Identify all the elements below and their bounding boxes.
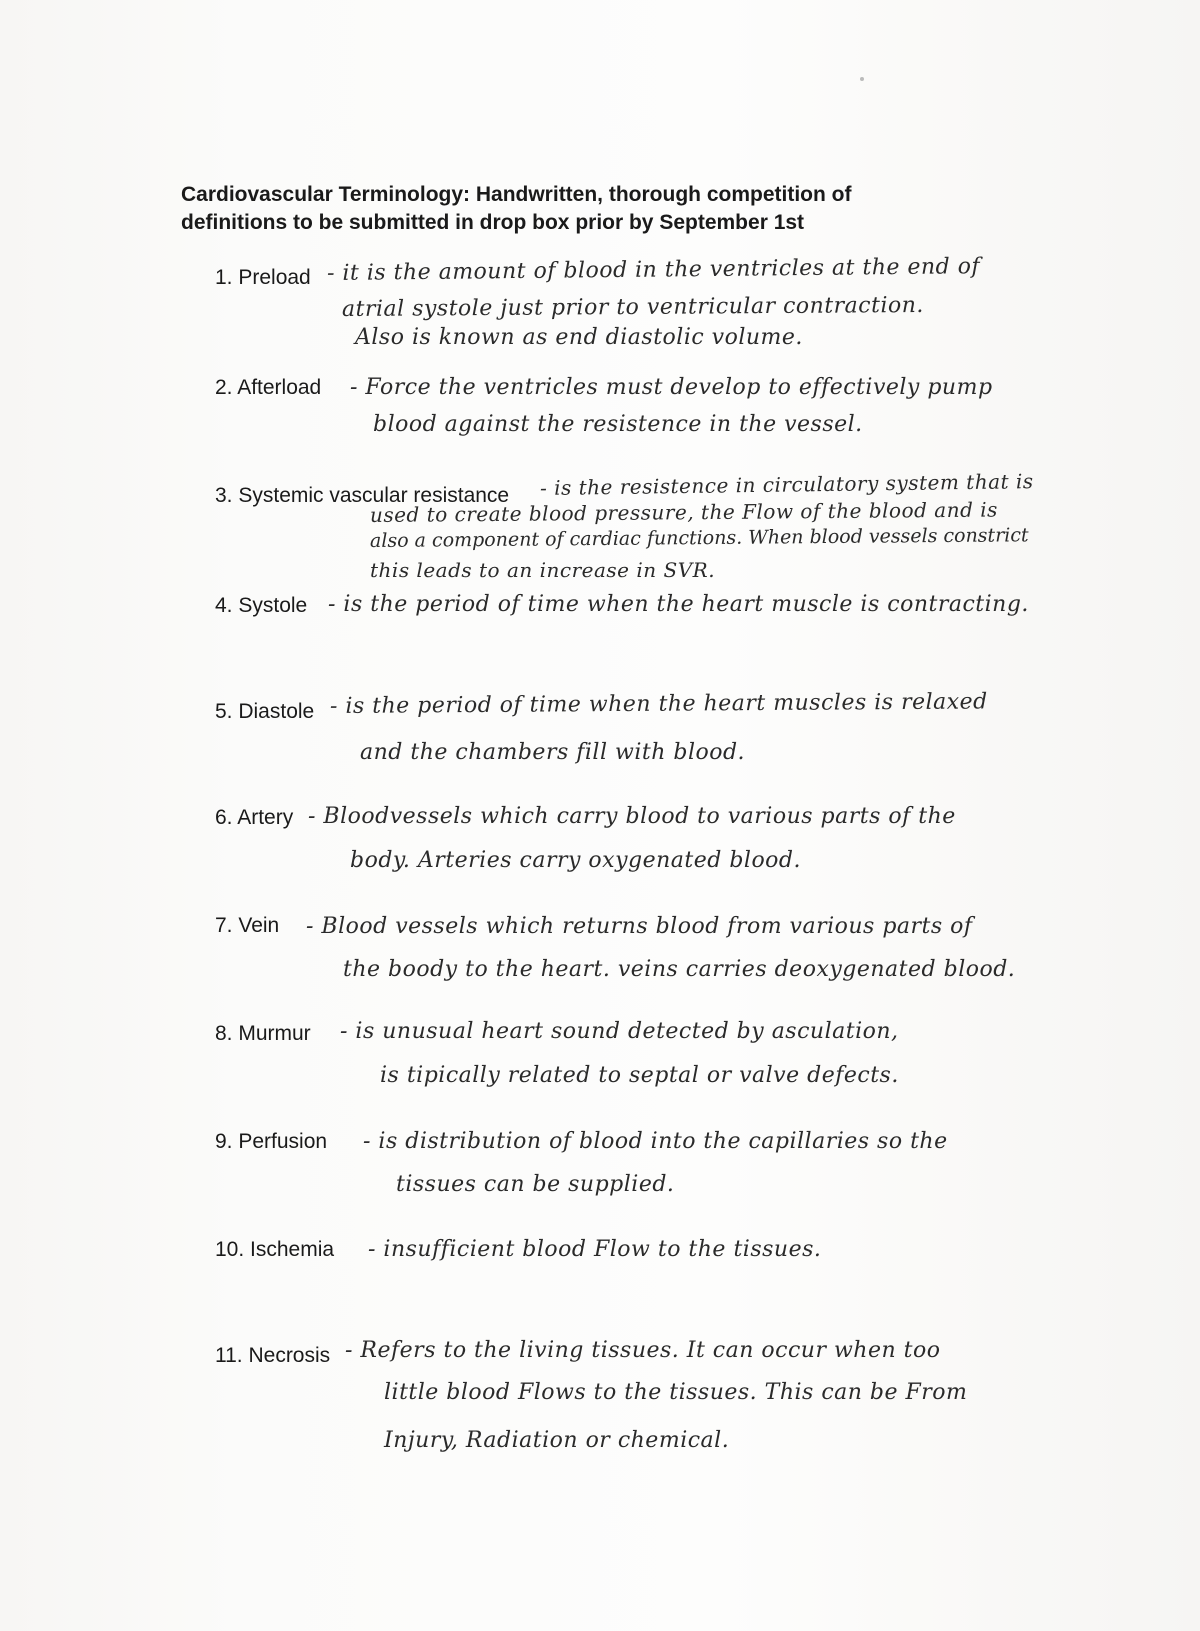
definition-line: the boody to the heart. veins carries deoxygenated blood. [343,957,1016,982]
term-label: 2. Afterload [215,376,322,399]
definition-line: also a component of cardiac functions. When blood vessels constrict [369,524,1029,552]
definition-line: atrial systole just prior to ventricular contraction. [341,292,924,322]
title-line-2: definitions to be submitted in drop box prior by September 1st [181,211,805,234]
term-label: 11. Necrosis [215,1344,331,1367]
term-label: 7. Vein [215,914,280,937]
definition-line: blood against the resistence in the vessel. [373,412,863,437]
term-label: 10. Ischemia [215,1238,335,1261]
definition-line: - Bloodvessels which carry blood to various parts of the [308,804,956,829]
definition-line: - Refers to the living tissues. It can occur when too [345,1338,941,1363]
definition-line: - is the period of time when the heart muscle is contracting. [328,592,1029,617]
definition-line: tissues can be supplied. [396,1172,675,1197]
term-label: 3. Systemic vascular resistance [215,484,510,507]
title-line-1: Cardiovascular Terminology: Handwritten, thorough competition of [181,183,852,206]
definition-line: used to create blood pressure, the Flow of the blood and is [369,497,998,527]
definition-line: and the chambers fill with blood. [360,740,746,765]
definition-line: - is the resistence in circulatory system that is [539,469,1034,500]
definition-line: - Blood vessels which returns blood from various parts of [306,914,973,939]
term-label: 8. Murmur [215,1022,311,1045]
term-label: 1. Preload [215,266,311,289]
definition-line: - insufficient blood Flow to the tissues. [368,1237,822,1262]
definition-line: Injury, Radiation or chemical. [384,1428,730,1453]
term-label: 5. Diastole [215,700,315,723]
term-label: 6. Artery [215,806,294,829]
definition-line: little blood Flows to the tissues. This can be From [384,1380,968,1405]
term-label: 9. Perfusion [215,1130,328,1153]
paper-speck [860,77,864,81]
definition-line: - is distribution of blood into the capillaries so the [363,1129,948,1154]
definition-line: Also is known as end diastolic volume. [355,325,803,350]
term-label: 4. Systole [215,594,308,617]
page-title [181,181,941,237]
definition-line: body. Arteries carry oxygenated blood. [350,848,802,873]
definition-line: this leads to an increase in SVR. [370,558,716,582]
definition-line: - Force the ventricles must develop to effectively pump [350,375,993,400]
definition-line: - is the period of time when the heart muscles is relaxed [329,689,988,719]
definition-line: is tipically related to septal or valve defects. [380,1063,899,1088]
definition-line: - is unusual heart sound detected by asculation, [340,1019,899,1044]
definition-line: - it is the amount of blood in the ventricles at the end of [326,254,981,286]
